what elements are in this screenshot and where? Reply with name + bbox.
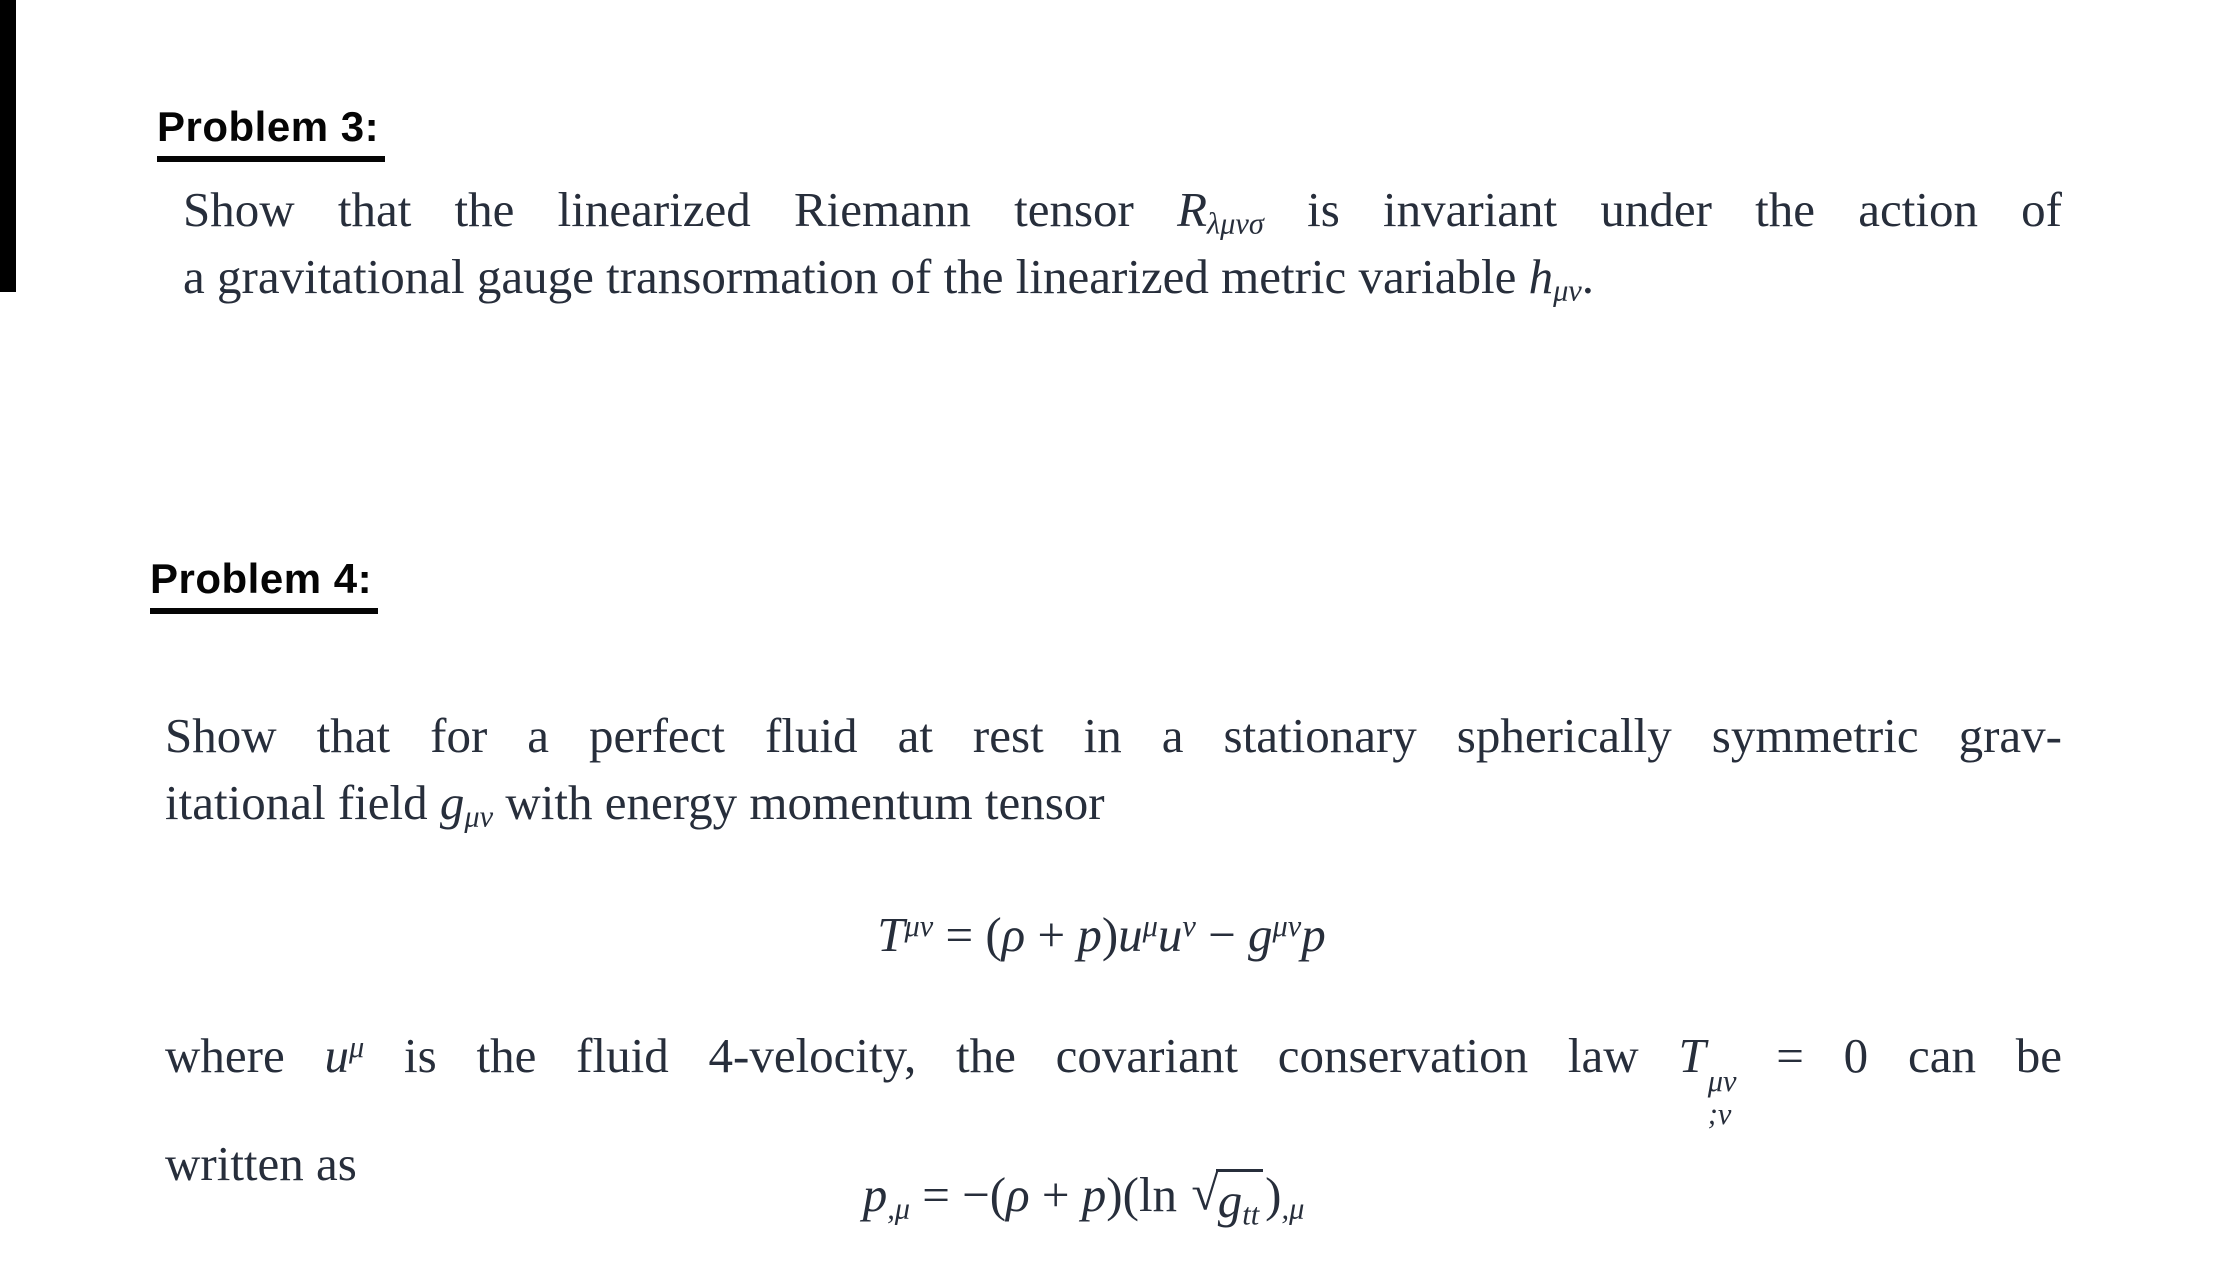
equation-energy-momentum-tensor: $T^{\mu\nu} = (\rho + p)u^\mu u^\nu - g^{\mu\nu}p$ bbox=[877, 907, 1326, 962]
scan-artifact-bar bbox=[0, 0, 16, 292]
problem-4-line-2: itational field $g_{\mu\nu}$ with energy momentum tensor bbox=[165, 775, 1105, 834]
problem-4-line-1: Show that for a perfect fluid at rest in a stationary spherically symmetric grav- bbox=[165, 708, 2062, 763]
problem-4-heading-text: Problem 4: bbox=[150, 555, 378, 614]
problem-3-heading-text: Problem 3: bbox=[157, 103, 385, 162]
problem-3-heading bbox=[157, 103, 385, 162]
problem-3-line-1: Show that the linearized Riemann tensor $R_{\lambda\mu\nu\sigma}$ is invariant under the action of bbox=[183, 182, 2062, 241]
problem-3-body bbox=[183, 176, 2062, 310]
problem-4-line-4: written as bbox=[165, 1136, 357, 1192]
problem-4-line-3: where $u^\mu$ is the fluid 4-velocity, the covariant conservation law T μν ;ν = 0 can be bbox=[165, 1028, 2062, 1131]
problem-3-line-2: a gravitational gauge transormation of the linearized metric variable $h_{\mu\nu}$. bbox=[183, 249, 1595, 308]
equation-pressure-gradient: $p_{,\mu} = -(\rho + p)(\ln$ √ $g_{tt}$ )$_{,\mu}$ bbox=[862, 1164, 1305, 1232]
problem-4-body bbox=[165, 702, 2062, 836]
problem-4-heading bbox=[150, 555, 378, 614]
